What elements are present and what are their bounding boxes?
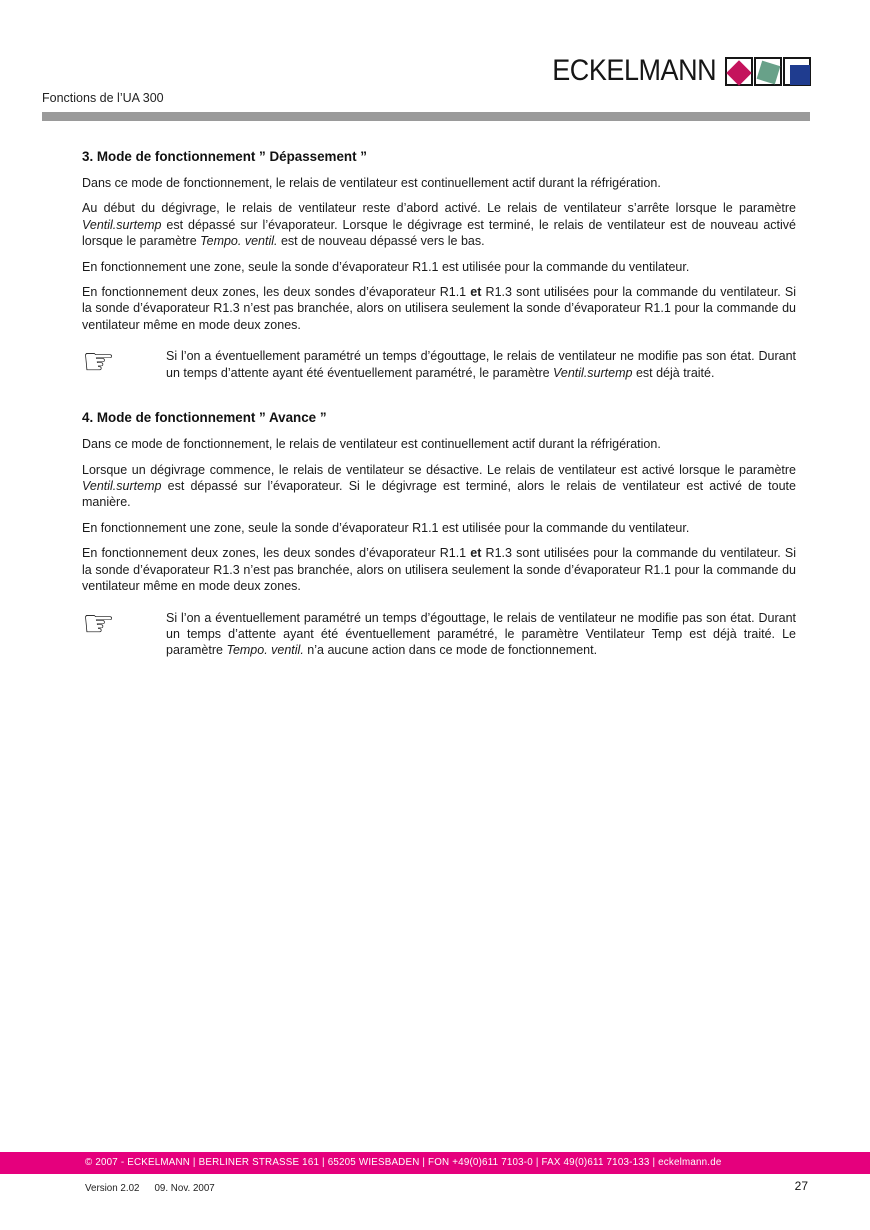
- header-divider: [42, 112, 810, 121]
- blue-square-icon: [790, 65, 810, 85]
- note-block: [82, 340, 796, 384]
- footer-address-bar: [0, 1152, 870, 1174]
- page-number: 27: [794, 1179, 808, 1193]
- note-text: Si l’on a éventuellement paramétré un temps d’égouttage, le relais de ventilateur ne modifie pas son état. Durant un temps d’attente ayant été éventuellement paramétré, le paramètre Ventil.surtemp est déjà traité.: [166, 349, 796, 380]
- logo-box-2: [754, 57, 782, 86]
- logo-wordmark: ECKELMANN: [552, 54, 716, 87]
- version-label: Version 2.02: [85, 1183, 140, 1194]
- logo-squares: [725, 57, 811, 86]
- section-4-heading: 4. Mode de fonctionnement ” Avance ”: [82, 410, 327, 426]
- pointing-hand-icon: ☞: [82, 601, 116, 645]
- paragraph: Lorsque un dégivrage commence, le relais de ventilateur se désactive. Le relais de ventilateur est activé lorsque le paramètre Ventil.surtemp est dépassé sur l’évaporateur. Si le dégivrage est terminé, alors le relais de ventilateur est activé de toute manière.: [82, 462, 796, 510]
- green-square-icon: [757, 60, 781, 84]
- logo-box-1: [725, 57, 753, 86]
- magenta-diamond-icon: [726, 60, 751, 85]
- note-text: Si l’on a éventuellement paramétré un temps d’égouttage, le relais de ventilateur ne modifie pas son état. Durant un temps d’attente ayant été éventuellement paramétré, le paramètre Ventilateur Temp est déjà traité. Le paramètre Tempo. ventil. n’a aucune action dans ce mode de fonctionnement.: [166, 610, 796, 658]
- breadcrumb: Fonctions de l’UA 300: [42, 91, 164, 105]
- pointing-hand-icon: ☞: [82, 340, 116, 384]
- paragraph: Dans ce mode de fonctionnement, le relais de ventilateur est continuellement actif durant la réfrigération.: [82, 176, 661, 190]
- paragraph: En fonctionnement une zone, seule la sonde d’évaporateur R1.1 est utilisée pour la commande du ventilateur.: [82, 259, 690, 274]
- eckelmann-logo: [534, 54, 811, 88]
- footer-address-text: © 2007 - ECKELMANN | BERLINER STRASSE 161 | 65205 WIESBADEN | FON +49(0)611 7103-0 | FAX 49(0)611 7103-133 | eckelmann.de: [85, 1157, 722, 1168]
- paragraph: En fonctionnement deux zones, les deux sondes d’évaporateur R1.1 et R1.3 sont utilisées pour la commande du ventilateur. Si la sonde d’évaporateur R1.3 n’est pas branchée, alors on utilisera seulement la sonde d’évaporateur R1.1 pour la commande du ventilateur même en mode deux zones.: [82, 285, 796, 332]
- footer-version-line: [85, 1183, 215, 1194]
- document-body: [82, 140, 796, 659]
- paragraph: Dans ce mode de fonctionnement, le relais de ventilateur est continuellement actif durant la réfrigération.: [82, 437, 661, 452]
- section-3-heading: 3. Mode de fonctionnement ” Dépassement ”: [82, 149, 367, 164]
- paragraph: En fonctionnement une zone, seule la sonde d’évaporateur R1.1 est utilisée pour la commande du ventilateur.: [82, 520, 690, 535]
- note-block: [82, 601, 796, 659]
- logo-box-3: [783, 57, 811, 86]
- date-label: 09. Nov. 2007: [154, 1183, 215, 1194]
- paragraph: En fonctionnement deux zones, les deux sondes d’évaporateur R1.1 et R1.3 sont utilisées pour la commande du ventilateur. Si la sonde d’évaporateur R1.3 n’est pas branchée, alors on utilisera seulement la sonde d’évaporateur R1.1 pour la commande du ventilateur même en mode deux zones.: [82, 546, 796, 594]
- paragraph: Au début du dégivrage, le relais de ventilateur reste d’abord activé. Le relais de ventilateur s’arrête lorsque le paramètre Ventil.surtemp est dépassé sur l’évaporateur. Lorsque le dégivrage est terminé, le relais de ventilateur est de nouveau activé lorsque le paramètre Tempo. ventil. est de nouveau dépassé vers le bas.: [82, 201, 796, 249]
